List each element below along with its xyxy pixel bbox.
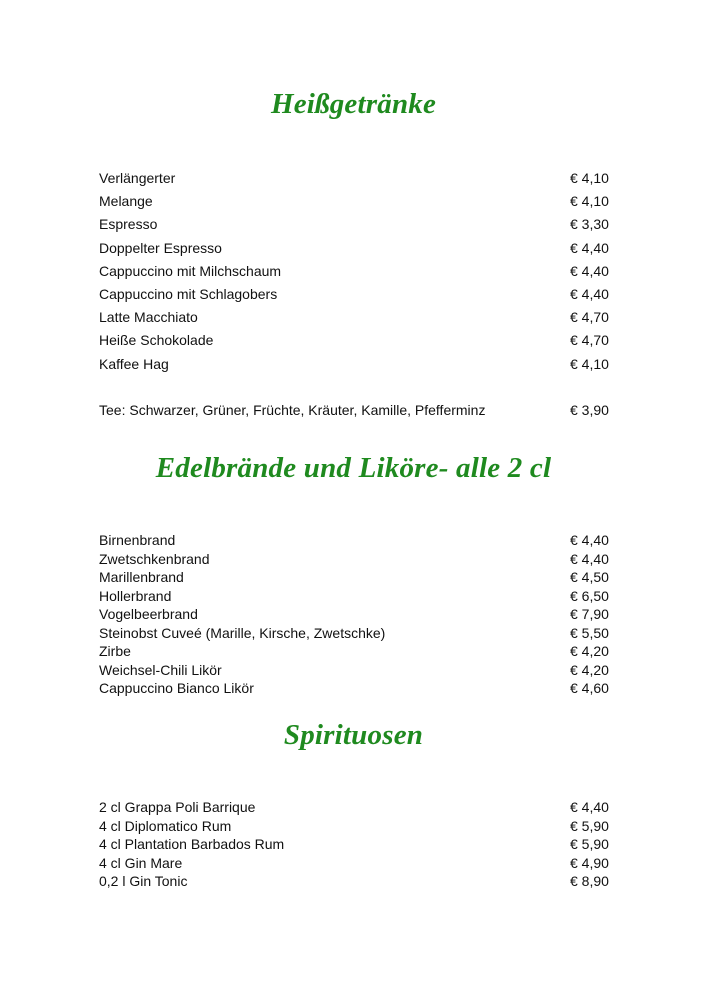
item-name: 4 cl Plantation Barbados Rum xyxy=(99,836,285,852)
item-price: € 4,40 xyxy=(570,286,609,302)
item-price: € 4,20 xyxy=(570,662,609,678)
menu-item xyxy=(99,871,611,891)
menu-item xyxy=(99,214,611,234)
item-price: € 4,70 xyxy=(570,332,609,348)
item-name: Marillenbrand xyxy=(99,569,184,585)
item-name: Vogelbeerbrand xyxy=(99,606,198,622)
menu-item xyxy=(99,400,611,420)
item-name: Doppelter Espresso xyxy=(99,240,222,256)
menu-item xyxy=(99,604,611,624)
item-price: € 4,10 xyxy=(570,170,609,186)
item-price: € 5,90 xyxy=(570,818,609,834)
menu-item xyxy=(99,354,611,374)
item-price: € 4,40 xyxy=(570,263,609,279)
item-price: € 3,90 xyxy=(570,402,609,418)
menu-item xyxy=(99,660,611,680)
item-name: Cappuccino mit Milchschaum xyxy=(99,263,282,279)
menu-item xyxy=(99,623,611,643)
menu-item xyxy=(99,549,611,569)
item-name: Verlängerter xyxy=(99,170,176,186)
item-name: 4 cl Gin Mare xyxy=(99,855,183,871)
item-name: Zirbe xyxy=(99,643,131,659)
item-price: € 4,40 xyxy=(570,532,609,548)
item-name: Tee: Schwarzer, Grüner, Früchte, Kräuter, Kamille, Pfefferminz xyxy=(99,402,486,418)
section-title-hot-drinks: Heißgetränke xyxy=(270,88,437,120)
menu-item xyxy=(99,284,611,304)
item-name: Zwetschkenbrand xyxy=(99,551,210,567)
menu-item xyxy=(99,816,611,836)
item-name: Espresso xyxy=(99,216,158,232)
item-name: Weichsel-Chili Likör xyxy=(99,662,222,678)
item-name: Latte Macchiato xyxy=(99,309,198,325)
item-price: € 4,10 xyxy=(570,193,609,209)
item-price: € 4,70 xyxy=(570,309,609,325)
item-price: € 4,20 xyxy=(570,643,609,659)
item-price: € 3,30 xyxy=(570,216,609,232)
item-name: Cappuccino mit Schlagobers xyxy=(99,286,278,302)
item-price: € 4,90 xyxy=(570,855,609,871)
item-name: 2 cl Grappa Poli Barrique xyxy=(99,799,256,815)
menu-item xyxy=(99,530,611,550)
item-name: Birnenbrand xyxy=(99,532,176,548)
section-title-brandies-liqueurs: Edelbrände und Liköre- alle 2 cl xyxy=(155,452,552,484)
menu-item xyxy=(99,678,611,698)
section-title-spirits: Spirituosen xyxy=(283,719,424,751)
item-name: Cappuccino Bianco Likör xyxy=(99,680,254,696)
item-price: € 4,60 xyxy=(570,680,609,696)
menu-item xyxy=(99,168,611,188)
menu-item xyxy=(99,191,611,211)
item-name: Steinobst Cuveé (Marille, Kirsche, Zwetschke) xyxy=(99,625,386,641)
menu-item xyxy=(99,834,611,854)
item-price: € 4,50 xyxy=(570,569,609,585)
item-price: € 4,10 xyxy=(570,356,609,372)
item-price: € 5,90 xyxy=(570,836,609,852)
menu-item xyxy=(99,307,611,327)
item-name: Hollerbrand xyxy=(99,588,172,604)
item-name: Heiße Schokolade xyxy=(99,332,214,348)
menu-item xyxy=(99,586,611,606)
item-name: Kaffee Hag xyxy=(99,356,169,372)
item-price: € 4,40 xyxy=(570,799,609,815)
item-name: 0,2 l Gin Tonic xyxy=(99,873,188,889)
item-price: € 6,50 xyxy=(570,588,609,604)
item-price: € 4,40 xyxy=(570,240,609,256)
menu-item xyxy=(99,797,611,817)
item-name: 4 cl Diplomatico Rum xyxy=(99,818,232,834)
item-name: Melange xyxy=(99,193,153,209)
menu-item xyxy=(99,641,611,661)
menu-item xyxy=(99,853,611,873)
item-price: € 8,90 xyxy=(570,873,609,889)
menu-item xyxy=(99,238,611,258)
menu-item xyxy=(99,261,611,281)
item-price: € 7,90 xyxy=(570,606,609,622)
menu-item xyxy=(99,330,611,350)
menu-item xyxy=(99,567,611,587)
item-price: € 4,40 xyxy=(570,551,609,567)
item-price: € 5,50 xyxy=(570,625,609,641)
